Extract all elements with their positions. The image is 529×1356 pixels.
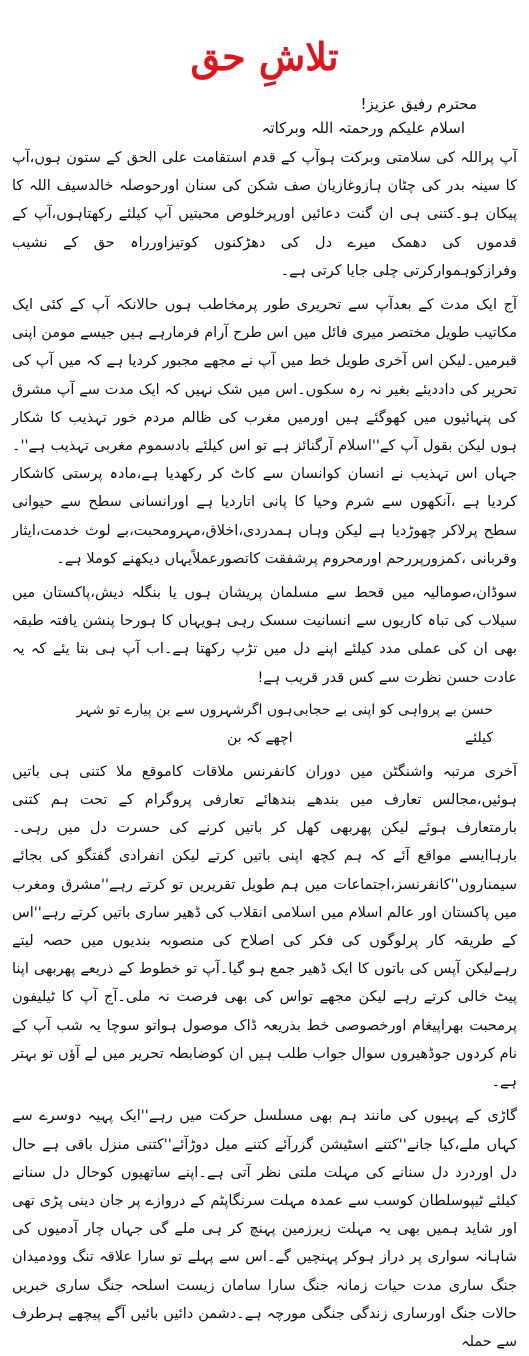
verse-couplet [12, 696, 517, 752]
page-title: تلاشِ حق [190, 34, 339, 79]
salutation: محترم رفیق عزیز! [360, 95, 477, 113]
letter-page [0, 34, 529, 1350]
verse-line-left: ہوں اگرشہروں سے بن پیارے تو شہر اچھے کہ بن [76, 701, 293, 746]
paragraph: آخری مرتبہ واشنگٹن میں دوران کانفرنس ملاقات کاموقع ملا کتنی ہی باتیں ہوئیں،مجالس تعارف میں بندھے بندھائے تعارفی پروگرام کے تحت ہم کتنی بارمتعارف ہوئے لیکن پھربھی کھل کر باتیں کرنے کی حسرت دل میں رہی۔بارہاایسے مواقع آئے کہ ہم کچھ اپنی باتیں کرتے لیکن انفرادی گفتگو کی بجائے سیمناروں''کانفرنسز،اجتماعات میں ہم طویل تقریریں تو کرتے رہے''مشرق ومغرب میں پاکستان اور عالم اسلام میں اسلامی انقلاب کی ڈھیر ساری باتیں کرتے رہے''اس کے طریقہ کار پرلوگوں کی فکر کی اصلاح کی منصوبہ بندیوں میں حصہ لیتے رہےلیکن آپس کی باتوں کا ایک ڈھیر جمع ہو گیا۔آپ تو خطوط کے ذریعے پھربھی اپنا پیٹ خالی کرتے رہے لیکن مجھے تواس کی بھی فرصت نہ ملی۔آج آپ کا ٹیلیفون پرمحبت بھراپیغام اورخصوصی خط بذریعہ ڈاک موصول ہواتو سوچا یہ شب آپ کے نام کردوں جوڈھیروں سوال جواب طلب ہیں ان کوضابطہ تحریر میں لے آؤں تو بہتر ہے۔ [12, 763, 517, 1091]
verse-line-right: حسن بے پرواہی کو اپنی بے حجابی کیلئے [293, 701, 493, 746]
paragraph: آپ پراللہ کی سلامتی وبرکت ہوآپ کے قدم استقامت علی الحق کے ستون ہوں،آپ کا سینہ بدر کی چٹان ہازوغازیان صف شکن کی سنان اورحوصلہ خالدسیف اللہ کا پیکان ہو۔کتنی ہی ان گنت دعائیں اورپرخلوص محبتیں آپ کیلئے رکھتاہوں،آپ کے قدموں کی دھمک میرے دل کی دھڑکنوں کوتیزاورراہ حق کے نشیب وفرازکوہموارکرتی چلی جایا کرتی ہے۔ [12, 150, 517, 279]
paragraph: آج ایک مدت کے بعدآپ سے تحریری طور پرمخاطب ہوں حالانکہ آپ کے کئی ایک مکاتیب طویل مختصر میری فائل میں اس طرح آرام فرمارہے ہیں جیسے مومن اپنی قبرمیں۔لیکن اس آخری طویل خط میں آپ نے مجھے مجبور کردیا ہے کہ میں آپ کی تحریر کی داددیئے بغیر نہ رہ سکوں۔اس میں شک نہیں کہ ایک مدت سے آپ مشرق کی پنہائیوں میں کھوگئے ہیں اورمیں مغرب کی ظالم مردم خور تہذیب کا شکار ہوں لیکن بقول آپ کے''اسلام آرگنائز ہے تو اس کیلئے بادسموم مغربی تہذیب ہے''۔جہاں اس تہذیب نے انسان کوانسان سے کاٹ کر رکھدیا ہے،مادہ پرستی کاشکار کردیا ہے ،آنکھوں سے شرم وحیا کا پانی اتاردیا ہے اورانسانی سطح سے حیوانی سطح پرلاکر چھوڑدیا ہے لیکن وہاں ہمدردی،اخلاق،مہرومحبت،بے لوث خدمت،ایثار وقربانی ،کمزورپررحم اورمحروم پرشفقت کاتصورعملاًیہاں دیکھنے کوملا ہے۔ [12, 297, 517, 567]
greeting: اسلام علیکم ورحمتہ اللہ وبرکاتہ [261, 119, 465, 137]
paragraph: سوڈان،صومالیہ میں قحط سے مسلمان پریشان ہوں یا بنگلہ دیش،پاکستان میں سیلاب کی تباہ کاریوں سے انسانیت سسک رہی ہویہاں کا ہورحا پنشن یافتہ طبقہ بھی ان کی عملی مدد کیلئے اپنے دل میں تڑپ رکھتا ہے۔اب آپ ہی بتا یئے کہ یہ عادت حسن نظرت سے کس قدر قریب ہے! [12, 585, 517, 686]
paragraph: گاڑی کے پہیوں کی مانند ہم بھی مسلسل حرکت میں رہے''ایک پہیہ دوسرے سے کہاں ملے،کیا جانے''کتنے اسٹیشن گزرآئے کتنے میل دوڑآئے''کتنی منزل باقی ہے حال دل اوردرد دل سنانے کی مہلت ملتی نظر آتی ہے۔اپنے ساتھیوں کوحال دل سنانے کیلئے ٹیپوسلطان کوسب سے عمدہ مہلت سرنگاپٹم کے دروازے پر جان دینی پڑی تھی اور شاید ہمیں بھی یہ مہلت زیرزمین پہنچ کر ہی ملے گی جہاں چار آدمیوں کی شاہانہ سواری پر دراز ہوکر پہنچیں گے۔اس سے پہلے تو سارا علاقہ تنگ وودمیدان جنگ ساری مدت حیات زمانہ جنگ سارا سامان زیست اسلحہ جنگ ساری خبریں حالات جنگ اورساری زندگی جنگی مورچہ ہے۔دشمن دائیں بائیں آگے پیچھے ہرطرف سے حملہ [12, 1108, 517, 1350]
